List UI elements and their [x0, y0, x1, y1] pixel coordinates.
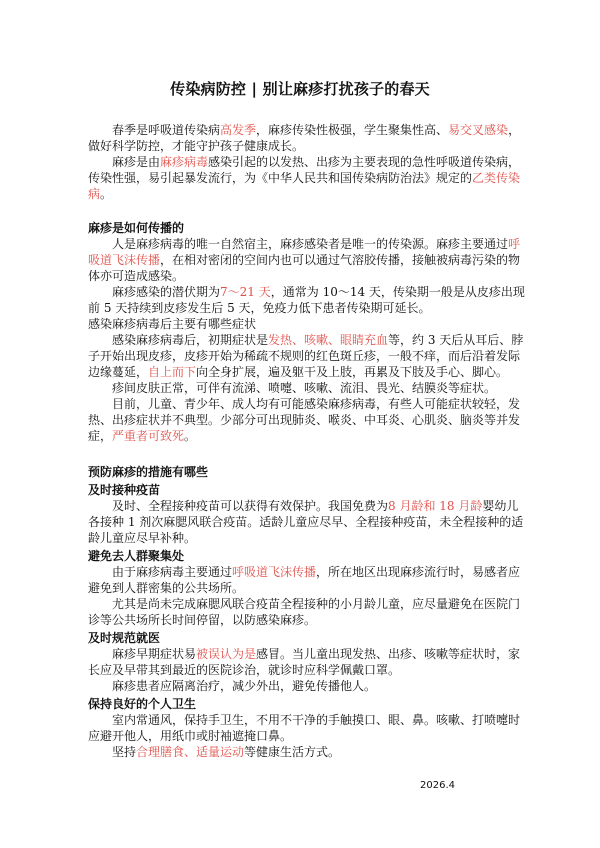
- transmission-paragraph-1: [88, 236, 528, 284]
- section-heading-transmission: 麻疹是如何传播的: [88, 221, 185, 235]
- intro-paragraph-1: [88, 122, 528, 154]
- text-run: 坚持: [112, 745, 137, 759]
- section-heading-prevention: 预防麻疹的措施有哪些: [88, 465, 209, 479]
- article-body: [88, 122, 528, 760]
- measure-heading-hygiene: 保持良好的个人卫生: [88, 697, 197, 711]
- symptoms-paragraph-1: [88, 332, 528, 380]
- highlight-text: 高发季: [220, 123, 257, 137]
- text-run: 。: [184, 429, 197, 443]
- text-run: ，麻疹传染性极强，学生聚集性高、: [256, 123, 449, 137]
- highlight-text: 合理膳食、适量运动: [136, 745, 245, 759]
- measure-heading-medical: 及时规范就医: [88, 631, 161, 645]
- text-run: 目前，儿童、青少年、成人均有可能感染麻疹病毒，有些人可能症状较轻，发热、出疹症状并不典型。少部分可出现肺炎、喉炎、中耳炎、心肌炎、脑炎等并发症，: [88, 397, 521, 443]
- highlight-text: 呼吸道飞沫传播: [232, 565, 317, 579]
- text-run: 麻疹早期症状易: [112, 647, 197, 661]
- highlight-text: 麻疹病毒: [160, 155, 209, 169]
- intro-paragraph-2: [88, 154, 528, 202]
- text-run: 感冒。当儿童出现发热、出疹、咳嗽等症状时，家长应及早带其到最近的医院诊治，就诊时应科学佩戴口罩。: [88, 647, 521, 677]
- text-run: ，在相对密闭的空间内也可以通过气溶胶传播，接触被病毒污染的物体亦可造成感染。: [88, 253, 521, 283]
- highlight-text: 易交叉感染: [448, 123, 509, 137]
- highlight-text: 乙类传染病: [88, 171, 521, 201]
- symptoms-paragraph-3: [88, 396, 528, 444]
- medical-paragraph-2: 麻疹患者应隔离治疗，减少外出，避免传播他人。: [112, 679, 377, 693]
- page-title: 传染病防控 | 别让麻疹打扰孩子的春天: [170, 80, 430, 98]
- text-run: 向全身扩展，遍及躯干及上肢，再累及下肢及手心、脚心。: [196, 365, 509, 379]
- document-date: 2026.4: [420, 780, 455, 791]
- transmission-paragraph-2: [88, 284, 528, 316]
- measure-heading-crowds: 避免去人群聚集处: [88, 549, 185, 563]
- hygiene-paragraph-2: [88, 744, 528, 760]
- highlight-text: 被误认为是: [196, 647, 257, 661]
- text-run: 及时、全程接种疫苗可以获得有效保护。我国免费为: [112, 499, 389, 513]
- crowds-paragraph-2: 尤其是尚未完成麻腮风联合疫苗全程接种的小月龄儿童，应尽量避免在医院门诊等公共场所长时间停留，以防感染麻疹。: [88, 597, 521, 627]
- highlight-text: 严重者可致死: [112, 429, 185, 443]
- text-run: 麻疹是由: [112, 155, 161, 169]
- text-run: 等健康生活方式。: [244, 745, 341, 759]
- text-run: ，做好科学防控，才能守护孩子健康成长。: [88, 123, 521, 153]
- text-run: 由于麻疹病毒主要通过: [112, 565, 233, 579]
- symptoms-subheading: 感染麻疹病毒后主要有哪些症状: [88, 317, 257, 331]
- highlight-text: 7～21 天: [220, 285, 271, 299]
- text-run: ，所在地区出现麻疹流行时，易感者应避免到人群密集的公共场所。: [88, 565, 521, 595]
- highlight-text: 自上而下: [148, 365, 197, 379]
- highlight-text: 呼吸道飞沫传播: [88, 237, 521, 267]
- text-run: 。: [100, 187, 113, 201]
- text-run: 人是麻疹病毒的唯一自然宿主，麻疹感染者是唯一的传染源。麻疹主要通过: [112, 237, 509, 251]
- text-run: 感染麻疹病毒后，初期症状是: [112, 333, 269, 347]
- text-run: 春季是呼吸道传染病: [112, 123, 221, 137]
- symptoms-paragraph-2: 疹间皮肤正常，可伴有流涕、喷嚏、咳嗽、流泪、畏光、结膜炎等症状。: [112, 381, 497, 395]
- measure-heading-vaccine: 及时接种疫苗: [88, 483, 161, 497]
- text-run: ，通常为 10～14 天，传染期一般是从皮疹出现前 5 天持续到皮疹发生后 5 天，免疫力低下患者传染期可延长。: [88, 285, 525, 315]
- highlight-text: 8 月龄和 18 月龄: [388, 499, 483, 513]
- medical-paragraph-1: [88, 646, 528, 678]
- vaccine-paragraph: [88, 498, 528, 546]
- text-run: 感染引起的以发热、出疹为主要表现的急性呼吸道传染病，传染性强，易引起暴发流行，为《中华人民共和国传染病防治法》规定的: [88, 155, 521, 185]
- text-run: 婴幼儿各接种 1 剂次麻腮风联合疫苗。适龄儿童应尽早、全程接种疫苗，未全程接种的适龄儿童应尽早补种。: [88, 499, 524, 545]
- text-run: 麻疹感染的潜伏期为: [112, 285, 221, 299]
- text-run: 等，约 3 天后从耳后、脖子开始出现皮疹，皮疹开始为稀疏不规则的红色斑丘疹，一般不痒，而后沿着发际边缘蔓延，: [88, 333, 524, 379]
- hygiene-paragraph-1: 室内常通风，保持手卫生，不用不干净的手触摸口、眼、鼻。咳嗽、打喷嚏时应避开他人，用纸巾或肘袖遮掩口鼻。: [88, 713, 521, 743]
- crowds-paragraph-1: [88, 564, 528, 596]
- highlight-text: 发热、咳嗽、眼睛充血: [268, 333, 389, 347]
